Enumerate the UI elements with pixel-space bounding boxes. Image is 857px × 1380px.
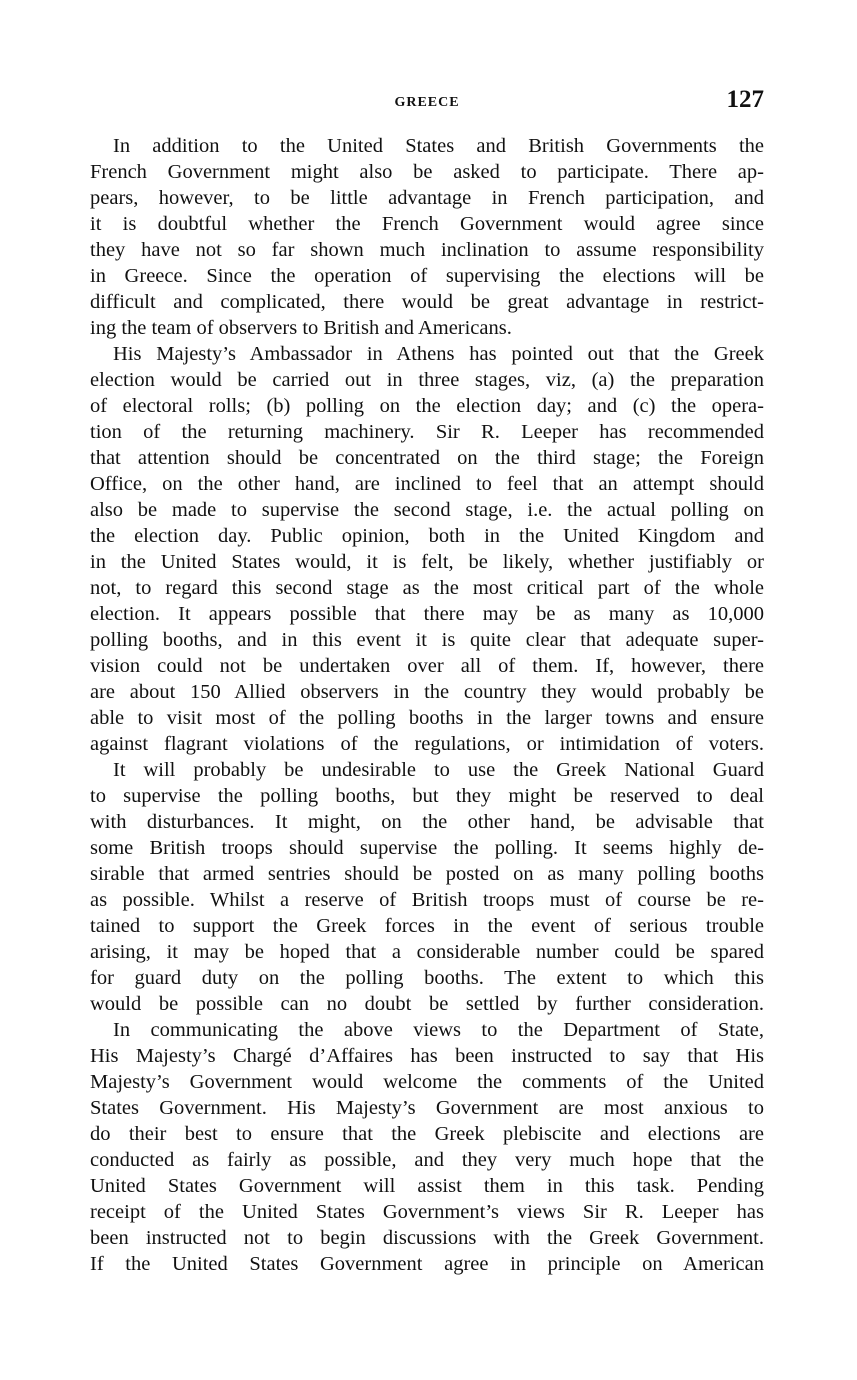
text-line: difficult and complicated, there would be great advantage in restrict- [90, 291, 764, 313]
running-head [90, 86, 764, 120]
body-text [90, 133, 764, 1277]
text-line: His Majesty’s Chargé d’Affaires has been instructed to say that His [90, 1045, 764, 1067]
text-line: in Greece. Since the operation of supervising the elections will be [90, 265, 764, 287]
text-line: do their best to ensure that the Greek plebiscite and elections are [90, 1123, 764, 1145]
paragraph-2 [90, 341, 764, 757]
text-line: able to visit most of the polling booths in the larger towns and ensure [90, 707, 764, 729]
text-line: French Government might also be asked to participate. There ap- [90, 161, 764, 183]
paragraph-4 [90, 1017, 764, 1277]
text-line: In communicating the above views to the Department of State, [113, 1019, 764, 1041]
text-line: Majesty’s Government would welcome the comments of the United [90, 1071, 764, 1093]
text-line: sirable that armed sentries should be posted on as many polling booths [90, 863, 764, 885]
page-number: 127 [726, 86, 764, 113]
text-line: receipt of the United States Government’s views Sir R. Leeper has [90, 1201, 764, 1223]
text-line: for guard duty on the polling booths. The extent to which this [90, 967, 764, 989]
text-line: as possible. Whilst a reserve of British troops must of course be re- [90, 889, 764, 911]
running-title: GREECE [394, 95, 460, 110]
text-line: vision could not be undertaken over all of them. If, however, there [90, 655, 764, 677]
text-line: conducted as fairly as possible, and they very much hope that the [90, 1149, 764, 1171]
text-line: been instructed not to begin discussions with the Greek Government. [90, 1227, 764, 1249]
text-line: not, to regard this second stage as the most critical part of the whole [90, 577, 764, 599]
text-line: in the United States would, it is felt, be likely, whether justifiably or [90, 551, 764, 573]
text-line: pears, however, to be little advantage in French participation, and [90, 187, 764, 209]
text-line: election. It appears possible that there may be as many as 10,000 [90, 603, 764, 625]
text-line: election would be carried out in three stages, viz, (a) the preparation [90, 369, 764, 391]
text-line: polling booths, and in this event it is quite clear that adequate super- [90, 629, 764, 651]
text-line: of electoral rolls; (b) polling on the election day; and (c) the opera- [90, 395, 764, 417]
text-line: some British troops should supervise the polling. It seems highly de- [90, 837, 764, 859]
text-line: with disturbances. It might, on the other hand, be advisable that [90, 811, 764, 833]
paragraph-3 [90, 757, 764, 1017]
text-line: are about 150 Allied observers in the country they would probably be [90, 681, 764, 703]
text-line: they have not so far shown much inclination to assume responsibility [90, 239, 764, 261]
text-line: against flagrant violations of the regulations, or intimidation of voters. [90, 733, 764, 755]
text-line: would be possible can no doubt be settled by further consideration. [90, 993, 764, 1015]
text-line: the election day. Public opinion, both in the United Kingdom and [90, 525, 764, 547]
text-line: States Government. His Majesty’s Government are most anxious to [90, 1097, 764, 1119]
text-line: His Majesty’s Ambassador in Athens has pointed out that the Greek [113, 343, 764, 365]
text-line: tion of the returning machinery. Sir R. Leeper has recommended [90, 421, 764, 443]
text-line: United States Government will assist them in this task. Pending [90, 1175, 764, 1197]
paragraph-1 [90, 133, 764, 341]
text-line: It will probably be undesirable to use the Greek National Guard [113, 759, 764, 781]
text-line: arising, it may be hoped that a considerable number could be spared [90, 941, 764, 963]
text-line: to supervise the polling booths, but they might be reserved to deal [90, 785, 764, 807]
text-line: If the United States Government agree in principle on American [90, 1253, 764, 1275]
text-line: Office, on the other hand, are inclined to feel that an attempt should [90, 473, 764, 495]
text-line: In addition to the United States and British Governments the [113, 135, 764, 157]
text-line: ing the team of observers to British and Americans. [90, 317, 512, 339]
text-line: it is doubtful whether the French Government would agree since [90, 213, 764, 235]
text-line: also be made to supervise the second stage, i.e. the actual polling on [90, 499, 764, 521]
text-line: tained to support the Greek forces in the event of serious trouble [90, 915, 764, 937]
text-line: that attention should be concentrated on the third stage; the Foreign [90, 447, 764, 469]
